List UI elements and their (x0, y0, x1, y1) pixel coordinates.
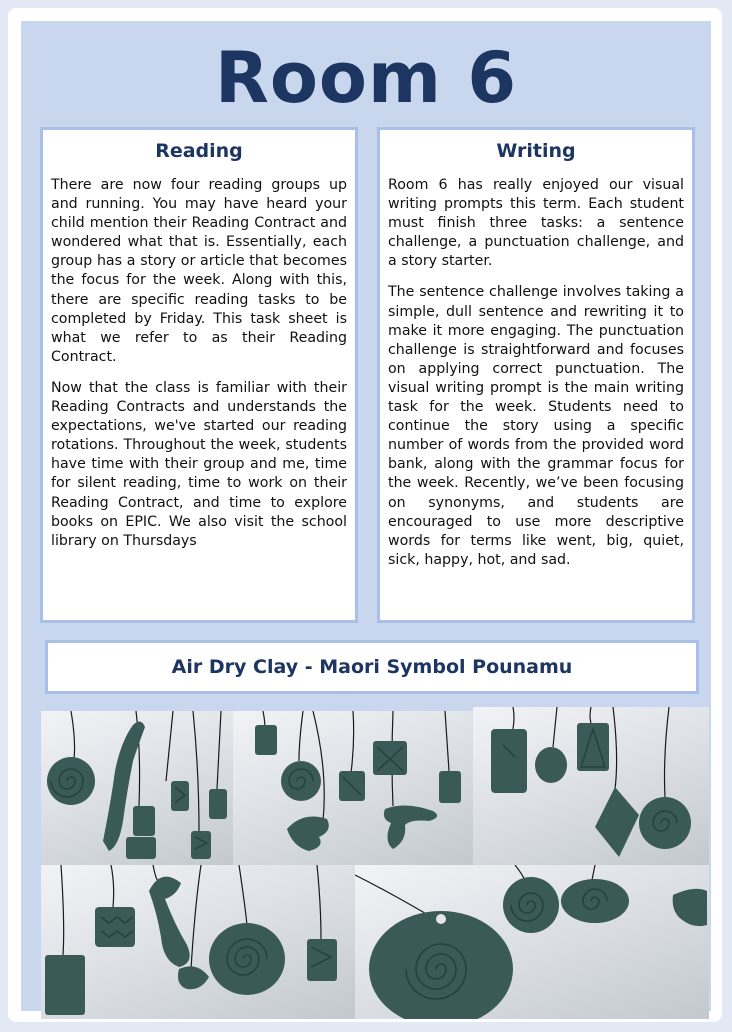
reading-heading: Reading (155, 140, 243, 162)
clay-photo-2 (233, 711, 473, 866)
clay-photo-1 (41, 711, 233, 866)
writing-paragraph-2: The sentence challenge involves taking a simple, dull sentence and rewriting it to make it more engaging. The punctuation challenge is straightforward and focuses on applying correct punctuation. The visual writing prompt is the main writing task for the week. Students need to continue the story using a specific number of words from the provided word bank, along with the grammar focus for the week. Recently, we’ve been focusing on synonyms, and students are encouraged to use more descriptive words for terms like went, big, quiet, sick, happy, hot, and sad. (388, 284, 684, 568)
reading-panel (40, 127, 358, 623)
writing-paragraph-1: Room 6 has really enjoyed our visual writing prompts this term. Each student must finish three tasks: a sentence challenge, a punctuation challenge, and a story starter. (388, 177, 684, 270)
writing-heading: Writing (496, 140, 576, 162)
writing-panel (377, 127, 695, 623)
newsletter-page (8, 8, 722, 1022)
gallery-banner: Air Dry Clay - Maori Symbol Pounamu (45, 640, 699, 694)
newsletter-content (21, 21, 711, 1011)
page-title: Room 6 (214, 37, 518, 119)
clay-photo-5 (355, 865, 709, 1019)
reading-paragraph-2: Now that the class is familiar with their Reading Contracts and understands the expectations, we've started our reading rotations. Throughout the week, students have time with their group and me, time for silent reading, time to work on their Reading Contract, and time to explore books on EPIC. We also visit the school library on Thursdays (51, 379, 347, 549)
clay-photo-4 (41, 865, 355, 1019)
clay-photo-3 (473, 707, 709, 865)
reading-paragraph-1: There are now four reading groups up and running. You may have heard your child mention their Reading Contract and wondered what that is. Essentially, each group has a story or article that becomes the focus for the week. Along with this, there are specific reading tasks to be completed by Friday. This task sheet is what we refer to as their Reading Contract. (51, 177, 347, 365)
